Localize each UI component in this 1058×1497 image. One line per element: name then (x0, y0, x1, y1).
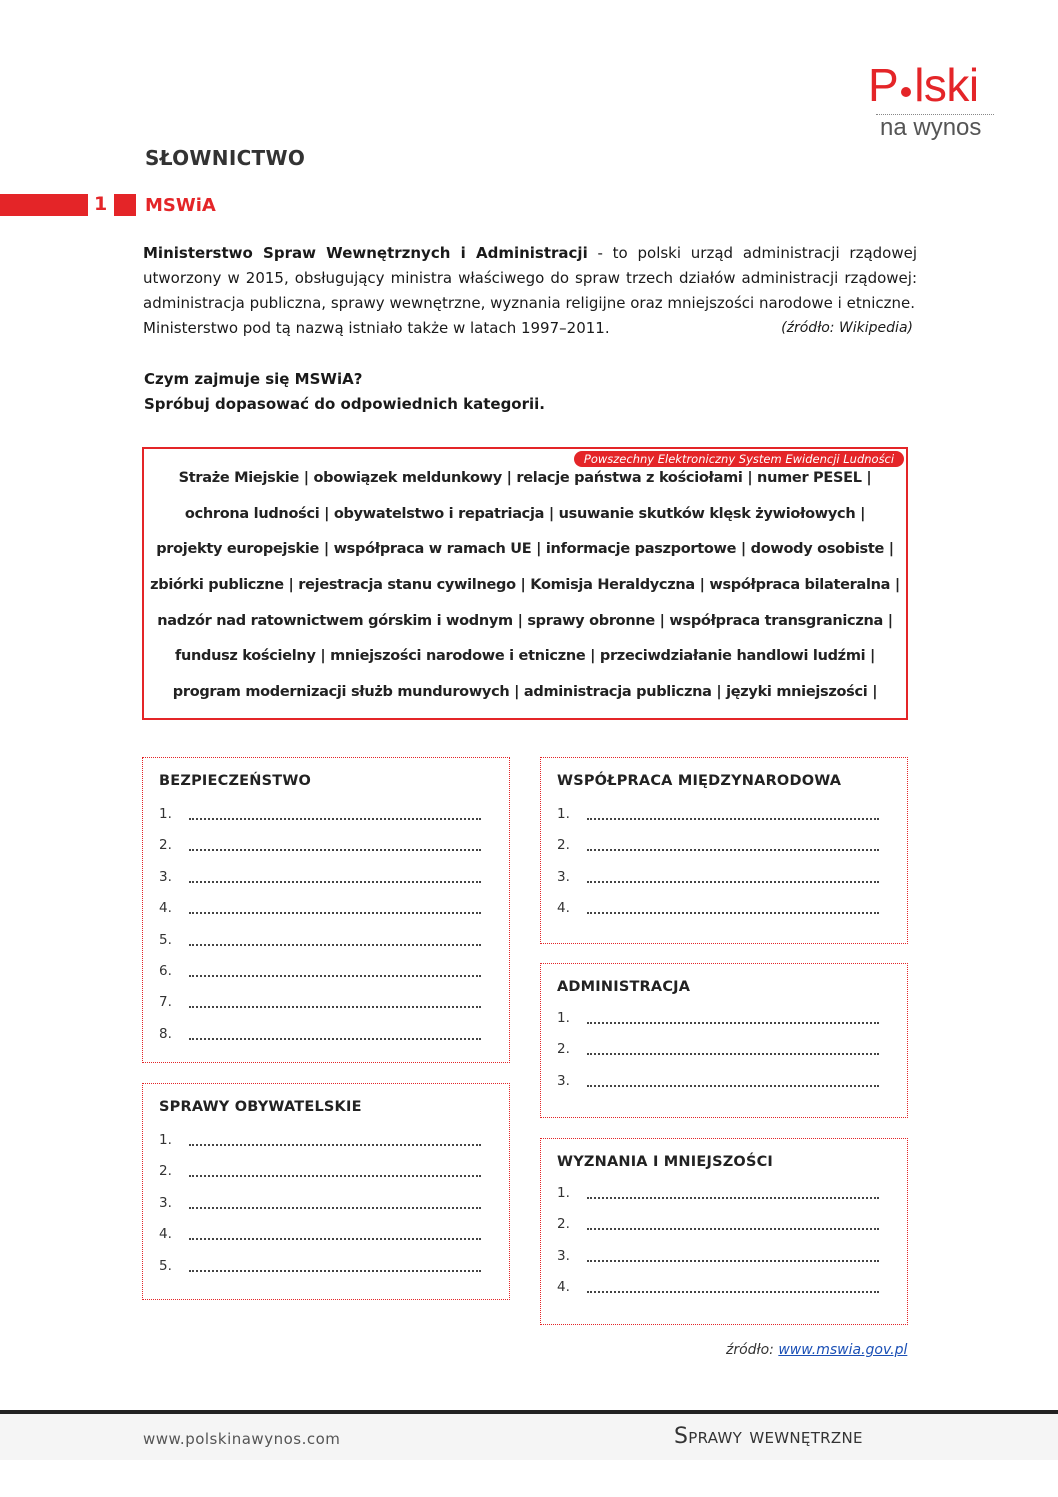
answer-blank[interactable] (587, 808, 879, 820)
answer-blank[interactable] (587, 1075, 879, 1087)
answer-blank[interactable] (189, 1197, 481, 1209)
answer-blank[interactable] (189, 871, 481, 883)
word-bank-line: nadzór nad ratownictwem górskim i wodnym | sprawy obronne | współpraca transgraniczna | (157, 612, 893, 629)
answer-blank[interactable] (189, 902, 481, 914)
answer-row[interactable] (159, 869, 481, 900)
answer-number: 8. (159, 1025, 172, 1042)
answer-number: 3. (557, 868, 570, 885)
answer-number: 3. (557, 1072, 570, 1089)
category-wspolpraca-miedzynarodowa (540, 757, 908, 944)
answer-number: 1. (159, 1132, 172, 1148)
logo-subtitle: na wynos (880, 114, 982, 141)
category-title: BEZPIECZEŃSTWO (159, 773, 312, 789)
category-title: ADMINISTRACJA (557, 979, 691, 995)
answer-row[interactable] (159, 837, 481, 868)
answer-number: 4. (557, 1279, 570, 1296)
word-bank-line: Straże Miejskie | obowiązek meldunkowy | relacje państwa z kościołami | numer PESEL | (178, 470, 872, 486)
source-reference (726, 1342, 907, 1358)
answer-blank[interactable] (189, 1165, 481, 1177)
answer-blank[interactable] (587, 839, 879, 851)
answer-number: 7. (159, 994, 172, 1011)
question (144, 367, 545, 417)
answer-row[interactable] (557, 837, 879, 868)
answer-number: 3. (159, 1194, 172, 1211)
answer-number: 2. (159, 1163, 172, 1180)
answer-list (159, 1132, 481, 1289)
answer-row[interactable] (557, 1010, 879, 1041)
word-bank-line: ochrona ludności | obywatelstwo i repatriacja | usuwanie skutków klęsk żywiołowych | (184, 505, 866, 522)
intro-last-line (143, 316, 917, 341)
answer-row[interactable] (159, 806, 481, 837)
word-bank-line: program modernizacji służb mundurowych | administracja publiczna | języki mniejszości | (172, 684, 878, 701)
answer-number: 1. (159, 806, 172, 822)
intro-bold-name: Ministerstwo Spraw Wewnętrznych i Administracji (143, 244, 588, 262)
question-line-2: Spróbuj dopasować do odpowiednich kategorii. (144, 395, 545, 413)
word-bank-line: fundusz kościelny | mniejszości narodowe i etniczne | przeciwdziałanie handlowi ludźmi | (174, 648, 876, 665)
category-wyznania-i-mniejszosci (540, 1138, 908, 1325)
category-title: WSPÓŁPRACA MIĘDZYNARODOWA (557, 773, 842, 789)
answer-blank[interactable] (587, 871, 879, 883)
answer-number: 1. (557, 1185, 570, 1201)
answer-number: 2. (557, 1041, 570, 1058)
answer-blank[interactable] (189, 1260, 481, 1272)
answer-blank[interactable] (587, 902, 879, 914)
answer-blank[interactable] (189, 1028, 481, 1040)
answer-row[interactable] (159, 1132, 481, 1163)
answer-blank[interactable] (189, 1228, 481, 1240)
logo-title (868, 59, 998, 111)
answer-blank[interactable] (189, 839, 481, 851)
answer-list (557, 806, 879, 932)
source-link[interactable]: www.mswia.gov.pl (778, 1342, 908, 1358)
intro-last-text: Ministerstwo pod tą nazwą istniało także w latach 1997–2011. (143, 319, 610, 337)
pesel-tooltip: Powszechny Elektroniczny System Ewidencji Ludności (574, 451, 904, 467)
answer-row[interactable] (159, 1226, 481, 1257)
answer-row[interactable] (557, 1216, 879, 1247)
answer-blank[interactable] (587, 1250, 879, 1262)
answer-row[interactable] (557, 806, 879, 837)
word-bank-line: projekty europejskie | współpraca w ramach UE | informacje paszportowe | dowody osobiste | (156, 541, 894, 558)
answer-row[interactable] (557, 869, 879, 900)
answer-row[interactable] (159, 1195, 481, 1226)
answer-number: 2. (557, 837, 570, 854)
answer-number: 5. (159, 931, 172, 948)
page-title: SŁOWNICTWO (145, 146, 306, 170)
answer-row[interactable] (557, 1279, 879, 1310)
answer-number: 1. (557, 806, 570, 822)
answer-row[interactable] (159, 900, 481, 931)
intro-source: (źródło: Wikipedia) (781, 320, 913, 336)
answer-blank[interactable] (587, 1281, 879, 1293)
answer-blank[interactable] (587, 1218, 879, 1230)
answer-blank[interactable] (587, 1187, 879, 1199)
category-sprawy-obywatelskie (142, 1083, 510, 1300)
answer-number: 4. (557, 900, 570, 917)
footer-url[interactable]: www.polskinawynos.com (143, 1430, 341, 1448)
section-red-square (114, 194, 136, 216)
answer-blank[interactable] (189, 808, 481, 820)
question-line-1: Czym zajmuje się MSWiA? (144, 370, 363, 388)
answer-number: 3. (159, 868, 172, 885)
answer-row[interactable] (159, 994, 481, 1025)
logo-letters: lski (914, 59, 979, 111)
answer-blank[interactable] (189, 934, 481, 946)
category-title: WYZNANIA I MNIEJSZOŚCI (557, 1154, 774, 1170)
answer-row[interactable] (159, 932, 481, 963)
answer-list (557, 1185, 879, 1311)
intro-paragraph (143, 241, 917, 341)
answer-number: 2. (159, 837, 172, 854)
answer-list (159, 806, 481, 1057)
answer-blank[interactable] (587, 1012, 879, 1024)
answer-number: 6. (159, 962, 172, 979)
logo-dot-icon (901, 87, 911, 97)
logo (868, 59, 998, 141)
answer-blank[interactable] (587, 1043, 879, 1055)
answer-row[interactable] (557, 1185, 879, 1216)
answer-blank[interactable] (189, 996, 481, 1008)
section-number: 1 (94, 193, 108, 215)
category-title: SPRAWY OBYWATELSKIE (159, 1099, 362, 1115)
word-bank (146, 461, 904, 711)
answer-number: 3. (557, 1247, 570, 1264)
answer-number: 1. (557, 1010, 570, 1026)
answer-row[interactable] (159, 1026, 481, 1057)
word-bank-line: zbiórki publiczne | rejestracja stanu cywilnego | Komisja Heraldyczna | współpraca bilateralna | (150, 577, 900, 594)
answer-row[interactable] (159, 1163, 481, 1194)
answer-row[interactable] (159, 963, 481, 994)
answer-number: 2. (557, 1216, 570, 1233)
answer-number: 4. (159, 1226, 172, 1243)
footer-title: Sprawy wewnętrzne (674, 1424, 863, 1449)
answer-row[interactable] (557, 1041, 879, 1072)
answer-number: 5. (159, 1257, 172, 1274)
section-red-bar (0, 194, 88, 216)
logo-letter-p: P (868, 59, 899, 111)
answer-row[interactable] (557, 1248, 879, 1279)
answer-list (557, 1010, 879, 1104)
category-administracja (540, 963, 908, 1118)
answer-blank[interactable] (189, 965, 481, 977)
source-label: źródło: (726, 1342, 779, 1358)
section-title: MSWiA (145, 195, 216, 216)
answer-row[interactable] (557, 900, 879, 931)
category-bezpieczenstwo (142, 757, 510, 1063)
answer-blank[interactable] (189, 1134, 481, 1146)
intro-text: - to polski urząd administracji rządowej utworzony w 2015, obsługujący ministra właściwego do spraw trzech działów administracji rządowej: administracja publiczna, sprawy wewnętrzne, wyznania religijne oraz mniejszości narodowe i etniczne. (143, 244, 917, 312)
answer-row[interactable] (159, 1258, 481, 1289)
answer-row[interactable] (557, 1073, 879, 1104)
answer-number: 4. (159, 900, 172, 917)
